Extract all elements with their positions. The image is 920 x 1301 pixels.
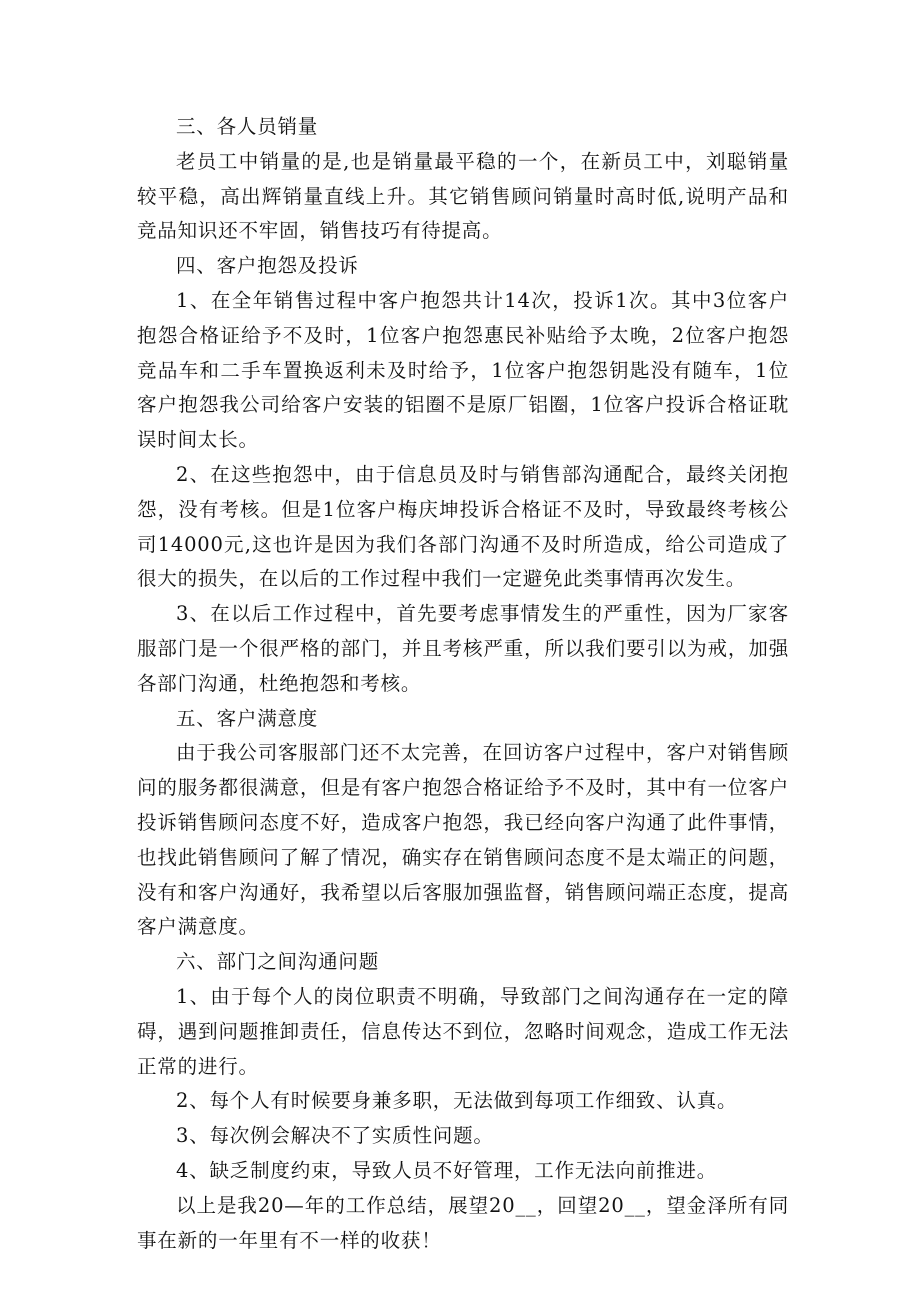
section-heading-sales-by-staff: 三、各人员销量 (176, 115, 319, 138)
paragraph-complaints-3: 3、在以后工作过程中，首先要考虑事情发生的严重性，因为厂家客服部门是一个很严格的部门，并且考核严重，所以我们要引以为戒，加强各部门沟通，杜绝抱怨和考核。 (137, 602, 789, 695)
paragraph-communication-1: 1、由于每个人的岗位职责不明确，导致部门之间沟通存在一定的障碍，遇到问题推卸责任，信息传达不到位，忽略时间观念，造成工作无法正常的进行。 (137, 984, 789, 1078)
paragraph-communication-4: 4、缺乏制度约束，导致人员不好管理，工作无法向前推进。 (176, 1158, 718, 1182)
document-body (137, 110, 789, 1258)
section-heading-complaints: 四、客户抱怨及投诉 (176, 254, 359, 278)
section-heading-satisfaction: 五、客户满意度 (176, 706, 319, 730)
paragraph-satisfaction: 由于我公司客服部门还不太完善，在回访客户过程中，客户对销售顾问的服务都很满意，但是有客户抱怨合格证给予不及时，其中有一位客户投诉销售顾问态度不好，造成客户抱怨，我已经向客户沟通了此件事情，也找此销售顾问了解了情况，确实存在销售顾问态度不是太端正的问题，没有和客户沟通好，我希望以后客服加强监督，销售顾问端正态度，提高客户满意度。 (137, 741, 789, 939)
paragraph-complaints-1: 1、在全年销售过程中客户抱怨共计14次，投诉1次。其中3位客户抱怨合格证给予不及时，1位客户抱怨惠民补贴给予太晚，2位客户抱怨竞品车和二手车置换返利未及时给予，1位客户抱怨钥匙没有随车，1位客户抱怨我公司给客户安装的铝圈不是原厂铝圈，1位客户投诉合格证耽误时间太长。 (137, 288, 789, 452)
paragraph-sales-by-staff: 老员工中销量的是,也是销量最平稳的一个，在新员工中，刘聪销量较平稳，高出辉销量直线上升。其它销售顾问销量时高时低,说明产品和竞品知识还不牢固，销售技巧有待提高。 (137, 149, 789, 243)
paragraph-communication-2: 2、每个人有时候要身兼多职，无法做到每项工作细致、认真。 (176, 1089, 738, 1113)
paragraph-complaints-2: 2、在这些抱怨中，由于信息员及时与销售部沟通配合，最终关闭抱怨，没有考核。但是1位客户梅庆坤投诉合格证不及时，导致最终考核公司14000元,这也许是因为我们各部门沟通不及时所造成，给公司造成了很大的损失，在以后的工作过程中我们一定避免此类事情再次发生。 (137, 462, 789, 591)
section-heading-communication: 六、部门之间沟通问题 (176, 950, 380, 974)
paragraph-closing: 以上是我20—年的工作总结，展望20__，回望20__，望金泽所有同事在新的一年里有不一样的收获！ (137, 1193, 789, 1252)
paragraph-communication-3: 3、每次例会解决不了实质性问题。 (176, 1124, 494, 1148)
